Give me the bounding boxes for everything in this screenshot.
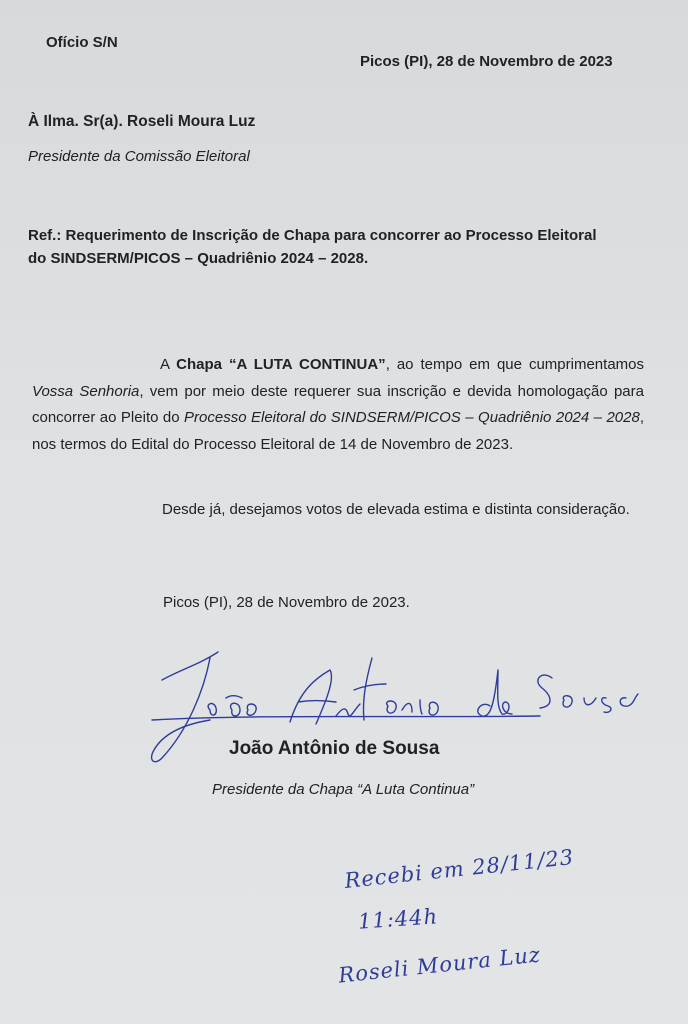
signer-role: Presidente da Chapa “A Luta Continua”: [212, 781, 475, 798]
header-place-date: Picos (PI), 28 de Novembro de 2023: [360, 53, 613, 70]
handwritten-signature: [140, 640, 660, 790]
receipt-note: [330, 845, 660, 1005]
vossa-senhoria: Vossa Senhoria: [32, 382, 140, 400]
addressee-name: À Ilma. Sr(a). Roseli Moura Luz: [28, 113, 256, 130]
receipt-line-1: Recebi em 28/11/23: [343, 845, 576, 893]
body-text-a: A: [160, 356, 177, 373]
signer-name: João Antônio de Sousa: [229, 738, 440, 759]
body-paragraph: [32, 352, 644, 458]
closing-text: Desde já, desejamos votos de elevada estima e distinta consideração.: [162, 501, 630, 518]
receipt-line-2: 11:44h: [357, 904, 439, 934]
receipt-line-3: Roseli Moura Luz: [337, 942, 542, 988]
reference-line-1: Ref.: Requerimento de Inscrição de Chapa para concorrer ao Processo Eleitoral: [28, 227, 597, 244]
body-text-c: , vem por meio deste requerer sua inscrição e devida homologação para concorrer ao Pleito do: [32, 382, 644, 426]
oficio-label: Ofício S/N: [46, 34, 118, 51]
chapa-name: Chapa “A LUTA CONTINUA”: [176, 356, 386, 373]
body-text-b: , ao tempo em que cumprimentamos: [385, 356, 644, 373]
reference-line-2: do SINDSERM/PICOS – Quadriênio 2024 – 2028.: [28, 250, 369, 267]
processo-eleitoral: Processo Eleitoral do SINDSERM/PICOS – Quadriênio 2024 – 2028: [184, 409, 640, 426]
reference-block: [28, 224, 648, 270]
body-text-d: , nos termos do Edital do Processo Eleitoral de 14 de Novembro de 2023.: [32, 409, 644, 453]
body-place-date: Picos (PI), 28 de Novembro de 2023.: [163, 594, 410, 611]
addressee-role: Presidente da Comissão Eleitoral: [28, 148, 250, 165]
closing-paragraph: [32, 496, 644, 524]
